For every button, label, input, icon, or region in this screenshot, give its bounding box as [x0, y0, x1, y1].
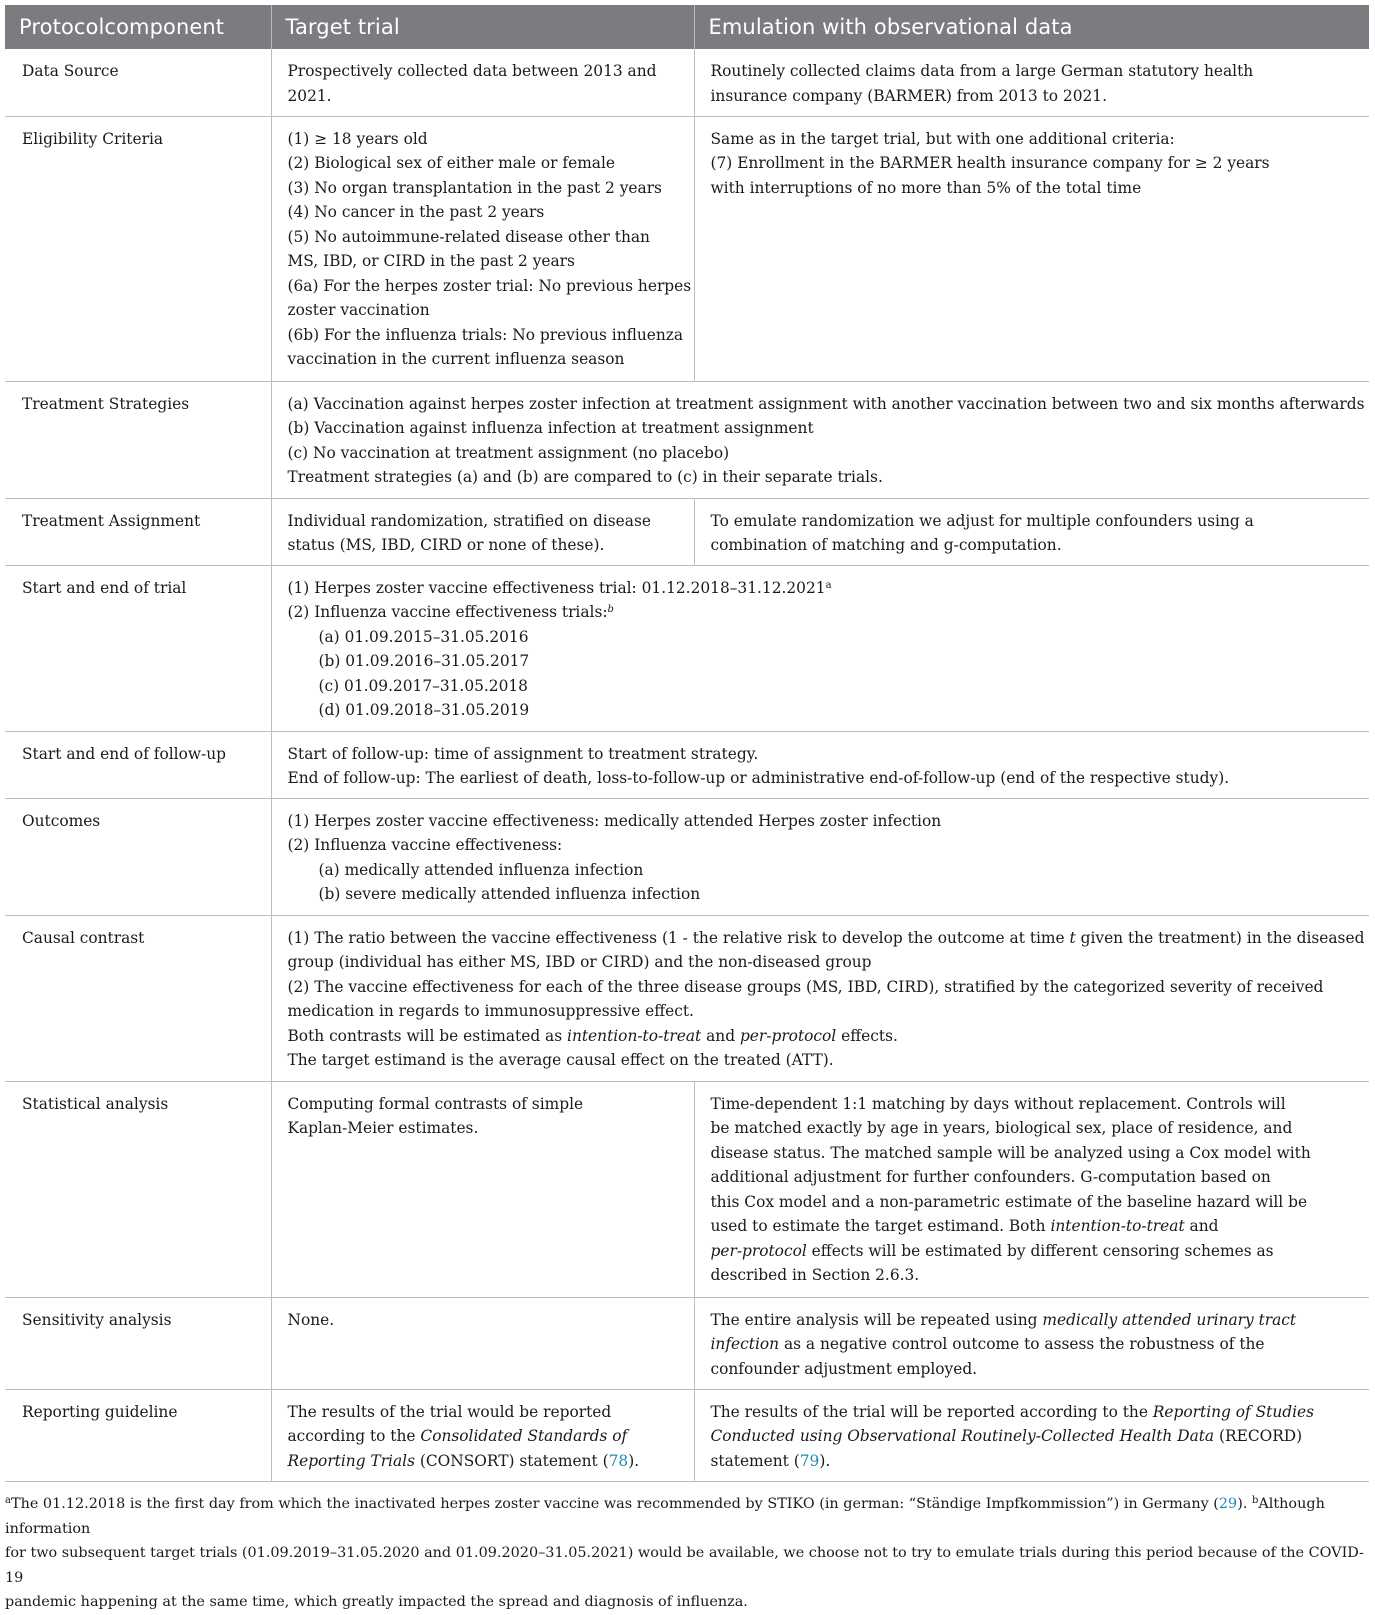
protocol-table: [5, 5, 1369, 1482]
cell-line: Start of follow-up: time of assignment to treatment strategy.: [287, 744, 759, 763]
cell-line: group (individual has either MS, IBD or CIRD) and the non-diseased group: [287, 953, 872, 971]
cell-line: (1) ≥ 18 years old: [287, 129, 428, 148]
italic-run: Reporting of Studies: [1152, 1402, 1315, 1421]
cell-line: [711, 1308, 1356, 1333]
header-emulation: Emulation with observational data: [694, 5, 1369, 49]
cell-line: this Cox model and a non-parametric estimate of the baseline hazard will be: [710, 1192, 1308, 1211]
row-start-end-trial: [5, 565, 1369, 731]
text-run: and: [1184, 1217, 1219, 1235]
row-label: Outcomes: [5, 798, 271, 915]
footnote-line: pandemic happening at the same time, which greatly impacted the spread and diagnosis of influenza.: [5, 1594, 748, 1610]
cell-line: (5) No autoimmune-related disease other than: [287, 227, 650, 246]
target-cell: [271, 498, 694, 565]
cell-line: (6b) For the influenza trials: No previous influenza: [287, 325, 684, 344]
trial-influenza-line: (2) Influenza vaccine effectiveness trials:: [287, 603, 608, 621]
cell-line: Time-dependent 1:1 matching by days without replacement. Controls will: [710, 1094, 1286, 1113]
cell-line: To emulate randomization we adjust for multiple confounders using a: [710, 511, 1254, 530]
target-cell: [271, 1389, 694, 1481]
reference-link-79[interactable]: 79: [799, 1451, 820, 1470]
emulation-cell: [694, 498, 1369, 565]
cell-line: [288, 1449, 680, 1474]
text-run: effects will be estimated by different censoring schemes as: [806, 1241, 1274, 1260]
italic-run: intention-to-treat: [567, 1026, 702, 1045]
italic-run: Reporting Trials: [287, 1451, 415, 1470]
cell-line: [711, 1424, 1356, 1449]
merged-cell: [271, 381, 1369, 498]
text-run: The entire analysis will be repeated using: [710, 1310, 1043, 1329]
cell-line: Same as in the target trial, but with one additional criteria:: [710, 129, 1175, 148]
cell-line: (6a) For the herpes zoster trial: No previous herpes: [287, 276, 692, 295]
italic-run: Consolidated Standards of: [420, 1427, 628, 1445]
cell-line: [711, 1332, 1356, 1357]
footnote-mark-a: a: [5, 1495, 11, 1506]
cell-line: (2) Influenza vaccine effectiveness:: [287, 836, 563, 854]
reference-link-78[interactable]: 78: [608, 1451, 629, 1470]
cell-line: medication in regards to immunosuppressive effect.: [287, 1002, 694, 1020]
row-label: Data Source: [5, 49, 271, 116]
cell-line: additional adjustment for further confounders. G-computation based on: [710, 1168, 1271, 1186]
cell-line: described in Section 2.6.3.: [710, 1266, 920, 1284]
cell-line: (a) medically attended influenza infection: [318, 860, 644, 879]
target-cell: [271, 49, 694, 116]
emulation-cell: [694, 1389, 1369, 1481]
row-treatment-strategies: [5, 381, 1369, 498]
reference-link-29[interactable]: 29: [1218, 1496, 1238, 1512]
row-label: Statistical analysis: [5, 1081, 271, 1297]
footnote-mark-b: b: [607, 604, 614, 615]
text-run: statement (: [710, 1451, 800, 1470]
row-label: Reporting guideline: [5, 1389, 271, 1481]
cell-line: Prospectively collected data between 2013 and: [287, 62, 657, 80]
cell-line: zoster vaccination: [287, 301, 430, 319]
text-run: and: [701, 1026, 740, 1045]
italic-run: t: [1069, 928, 1076, 947]
header-protocol-component: Protocolcomponent: [5, 5, 271, 49]
cell-line: The target estimand is the average causal effect on the treated (ATT).: [287, 1051, 834, 1069]
footnote-mark-b: b: [1251, 1495, 1259, 1506]
row-eligibility: [5, 116, 1369, 381]
cell-line: [711, 1400, 1356, 1425]
row-label: Start and end of follow-up: [5, 731, 271, 798]
cell-line: (c) 01.09.2017–31.05.2018: [318, 676, 528, 695]
cell-line: (a) Vaccination against herpes zoster infection at treatment assignment with another vaccination between two and six months afterwards: [287, 394, 1365, 413]
cell-line: insurance company (BARMER) from 2013 to 2021.: [710, 86, 1107, 105]
cell-line: [711, 1214, 1356, 1239]
text-run: ).: [819, 1451, 831, 1470]
cell-line: [711, 1239, 1356, 1264]
text-run: ).: [628, 1451, 640, 1470]
footnote-mark-a: a: [825, 579, 832, 591]
text-run: (CONSORT) statement (: [414, 1451, 609, 1470]
row-statistical-analysis: [5, 1081, 1369, 1297]
text-run: ).: [1237, 1496, 1252, 1512]
protocol-table-container: [5, 5, 1369, 1482]
target-cell: [271, 1297, 694, 1389]
table-footnotes: [5, 1492, 1367, 1615]
cell-line: with interruptions of no more than 5% of the total time: [710, 178, 1142, 197]
cell-line: disease status. The matched sample will be analyzed using a Cox model with: [710, 1143, 1311, 1162]
italic-run: intention-to-treat: [1050, 1217, 1185, 1235]
cell-line: Kaplan-Meier estimates.: [287, 1119, 479, 1137]
cell-line: [288, 1424, 680, 1449]
cell-line: (c) No vaccination at treatment assignment (no placebo): [287, 443, 730, 462]
cell-line: End of follow-up: The earliest of death, loss-to-follow-up or administrative end-of-follow-up (end of the respective study).: [287, 769, 1230, 787]
italic-run: per-protocol: [710, 1241, 807, 1260]
cell-line: MS, IBD, or CIRD in the past 2 years: [287, 252, 575, 270]
cell-line: be matched exactly by age in years, biological sex, place of residence, and: [710, 1119, 1293, 1137]
row-reporting-guideline: [5, 1389, 1369, 1481]
footnote-line: [5, 1492, 1367, 1541]
text-run: Both contrasts will be estimated as: [287, 1026, 568, 1045]
cell-line: None.: [287, 1310, 335, 1329]
cell-line: (d) 01.09.2018–31.05.2019: [318, 701, 530, 719]
merged-cell: [271, 731, 1369, 798]
row-label: Eligibility Criteria: [5, 116, 271, 381]
row-label: Sensitivity analysis: [5, 1297, 271, 1389]
text-run: The results of the trial will be reported according to the: [710, 1402, 1153, 1421]
row-outcomes: [5, 798, 1369, 915]
text-run: (RECORD): [1214, 1427, 1303, 1445]
cell-line: (4) No cancer in the past 2 years: [287, 203, 545, 221]
cell-line: [288, 600, 1356, 625]
emulation-cell: [694, 116, 1369, 381]
cell-line: Treatment strategies (a) and (b) are compared to (c) in their separate trials.: [287, 468, 883, 486]
italic-run: medically attended urinary tract: [1042, 1310, 1297, 1329]
cell-line: (2) Biological sex of either male or female: [287, 154, 615, 172]
cell-line: [287, 926, 1365, 951]
cell-line: (b) severe medically attended influenza infection: [318, 885, 701, 903]
cell-line: [288, 1024, 1356, 1049]
merged-cell: [271, 798, 1369, 915]
target-cell: [271, 116, 694, 381]
cell-line: (7) Enrollment in the BARMER health insurance company for ≥ 2 years: [710, 154, 1270, 172]
cell-line: status (MS, IBD, CIRD or none of these).: [287, 536, 605, 554]
cell-line: [288, 576, 1356, 601]
target-cell: [271, 1081, 694, 1297]
header-row: [5, 5, 1369, 49]
emulation-cell: [694, 1297, 1369, 1389]
header-target-trial: Target trial: [271, 5, 694, 49]
merged-cell: [271, 915, 1369, 1081]
merged-cell: [271, 565, 1369, 731]
trial-herpes-line: (1) Herpes zoster vaccine effectiveness trial: 01.12.2018–31.12.2021: [287, 578, 826, 597]
row-treatment-assignment: [5, 498, 1369, 565]
cell-line: Routinely collected claims data from a large German statutory health: [710, 62, 1254, 80]
cell-line: confounder adjustment employed.: [710, 1359, 978, 1378]
cell-line: (2) The vaccine effectiveness for each of the three disease groups (MS, IBD, CIRD), stratified by the categorized severity of received: [287, 977, 1324, 996]
text-run: according to the: [287, 1427, 421, 1445]
cell-line: (3) No organ transplantation in the past 2 years: [287, 178, 662, 197]
row-label: Treatment Assignment: [5, 498, 271, 565]
row-causal-contrast: [5, 915, 1369, 1081]
italic-run: per-protocol: [739, 1026, 837, 1045]
emulation-cell: [694, 49, 1369, 116]
cell-line: 2021.: [287, 86, 332, 105]
text-run: as a negative control outcome to assess the robustness of the: [779, 1335, 1265, 1353]
emulation-cell: [694, 1081, 1369, 1297]
row-label: Treatment Strategies: [5, 381, 271, 498]
cell-line: (1) Herpes zoster vaccine effectiveness: medically attended Herpes zoster infection: [287, 811, 942, 830]
text-run: (1) The ratio between the vaccine effectiveness (1 - the relative risk to develop the outcome at time: [287, 928, 1070, 947]
footnote-a-text: The 01.12.2018 is the first day from which the inactivated herpes zoster vaccine was recommended by STIKO (in german: “Ständige Impfkommission”) in Germany (: [10, 1496, 1219, 1512]
row-label: Causal contrast: [5, 915, 271, 1081]
row-label: Start and end of trial: [5, 565, 271, 731]
cell-line: [711, 1449, 1356, 1474]
text-run: given the treatment) in the diseased: [1075, 928, 1365, 947]
footnote-line: for two subsequent target trials (01.09.2019–31.05.2020 and 01.09.2020–31.05.2021) would be available, we choose not to try to emulate trials during this period because of the COVID-19: [5, 1545, 1364, 1586]
cell-line: Individual randomization, stratified on disease: [287, 511, 651, 530]
text-run: used to estimate the target estimand. Both: [710, 1217, 1051, 1235]
cell-line: The results of the trial would be reported: [287, 1402, 612, 1421]
cell-line: (b) 01.09.2016–31.05.2017: [318, 652, 530, 670]
cell-line: (b) Vaccination against influenza infection at treatment assignment: [287, 419, 814, 437]
cell-line: Computing formal contrasts of simple: [287, 1094, 584, 1113]
row-data-source: [5, 49, 1369, 116]
cell-line: (a) 01.09.2015–31.05.2016: [318, 627, 529, 646]
row-sensitivity-analysis: [5, 1297, 1369, 1389]
italic-run: infection: [710, 1335, 780, 1353]
cell-line: vaccination in the current influenza season: [287, 350, 625, 368]
cell-line: combination of matching and g-computation.: [710, 536, 1062, 554]
footnote-b-text: Although information: [5, 1496, 1325, 1537]
italic-run: Conducted using Observational Routinely-Collected Health Data: [710, 1427, 1215, 1445]
row-start-end-followup: [5, 731, 1369, 798]
text-run: effects.: [836, 1026, 898, 1045]
